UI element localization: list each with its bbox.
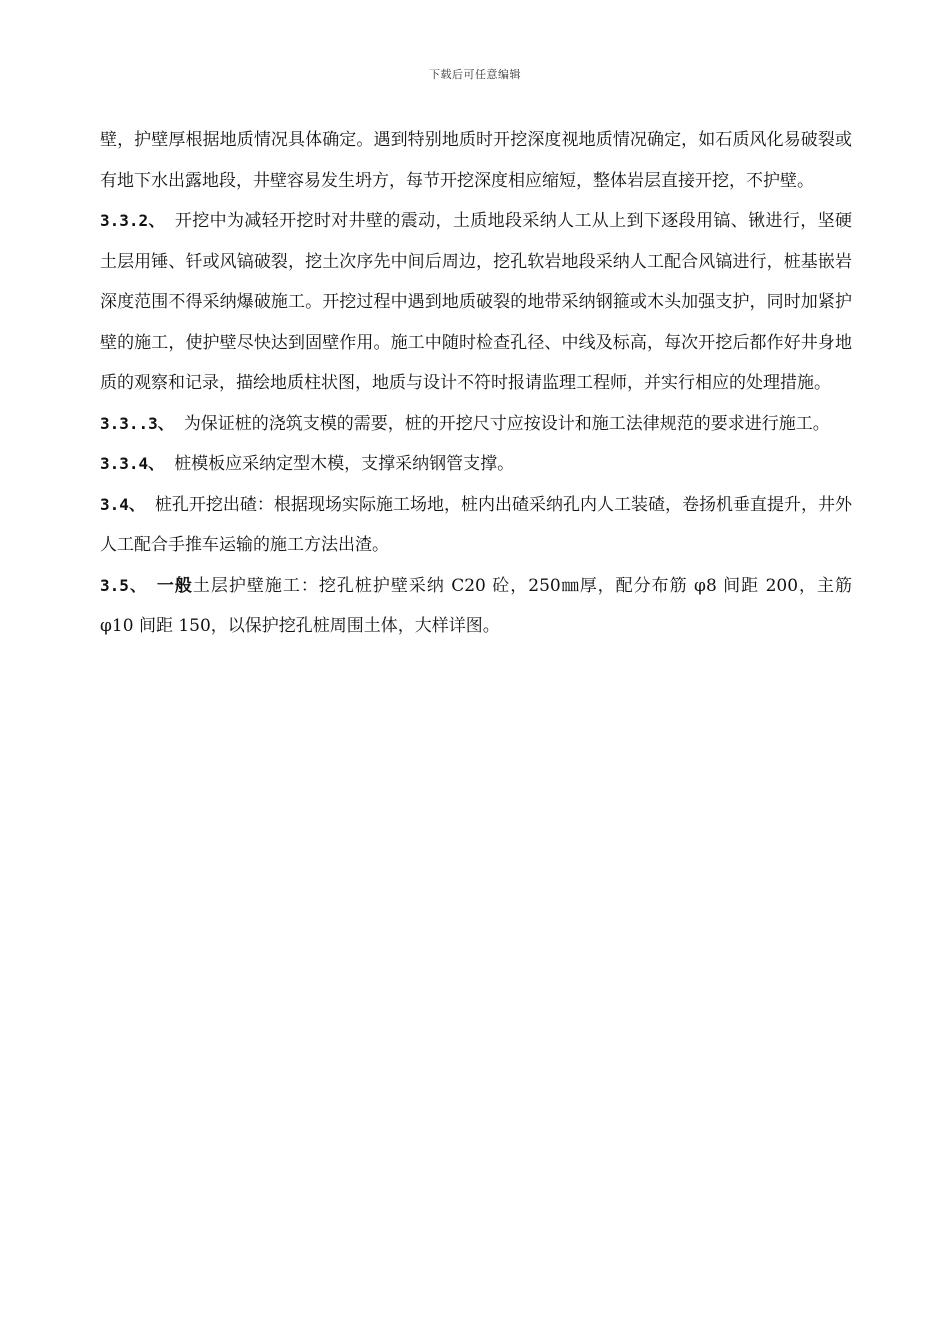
paragraph-text: 土层护壁施工：挖孔桩护壁采纳 C20 砼，250㎜厚，配分布筋 φ8 间距 200，主筋 φ10 间距 150，以保护挖孔桩周围土体，大样详图。 [100, 575, 852, 636]
paragraph-3-3-4 [100, 444, 852, 485]
paragraph-text: 壁，护壁厚根据地质情况具体确定。遇到特别地质时开挖深度视地质情况确定，如石质风化易破裂或有地下水出露地段，井壁容易发生坍方，每节开挖深度相应缩短，整体岩层直接开挖，不护壁。 [100, 130, 852, 191]
section-number: 3.5 [100, 575, 129, 595]
paragraph-text: 桩孔开挖出碴：根据现场实际施工场地，桩内出碴采纳孔内人工装碴，卷扬机垂直提升，井外人工配合手推车运输的施工方法出渣。 [100, 494, 852, 555]
paragraph-text: 开挖中为减轻开挖时对井壁的震动，土质地段采纳人工从上到下逐段用镐、锹进行，坚硬土层用锤、钎或风镐破裂，挖土次序先中间后周边，挖孔软岩地段采纳人工配合风镐进行，桩基嵌岩深度范围不得采纳爆破施工。开挖过程中遇到地质破裂的地带采纳钢箍或木头加强支护，同时加紧护壁的施工，使护壁尽快达到固壁作用。施工中随时检查孔径、中线及标高，每次开挖后都作好井身地质的观察和记录，描绘地质柱状图，地质与设计不符时报请监理工程师，并实行相应的处理措施。 [100, 211, 852, 393]
section-number: 3.3.4 [100, 454, 149, 473]
page-header: 下载后可任意编辑 [429, 68, 521, 81]
section-number: 3.3.2 [100, 211, 149, 230]
section-separator: 、 [128, 575, 147, 595]
paragraph-3-4 [100, 485, 852, 566]
section-separator: 、 [157, 413, 174, 433]
section-number: 3.4 [100, 494, 129, 514]
paragraph-3-5 [100, 566, 852, 647]
paragraph-text: 桩模板应采纳定型木模，支撑采纳钢管支撑。 [174, 454, 515, 474]
paragraph-continuation [100, 120, 852, 201]
paragraph-3-3-3 [100, 404, 852, 445]
section-separator: 、 [148, 454, 165, 473]
paragraph-text: 为保证桩的浇筑支模的需要，桩的开挖尺寸应按设计和施工法律规范的要求进行施工。 [183, 413, 830, 434]
section-number: 3.3..3 [100, 413, 158, 433]
section-separator: 、 [148, 211, 165, 230]
bold-lead-text: 一般 [156, 575, 193, 596]
document-body [100, 120, 852, 647]
section-separator: 、 [128, 494, 145, 514]
paragraph-3-3-2 [100, 201, 852, 404]
